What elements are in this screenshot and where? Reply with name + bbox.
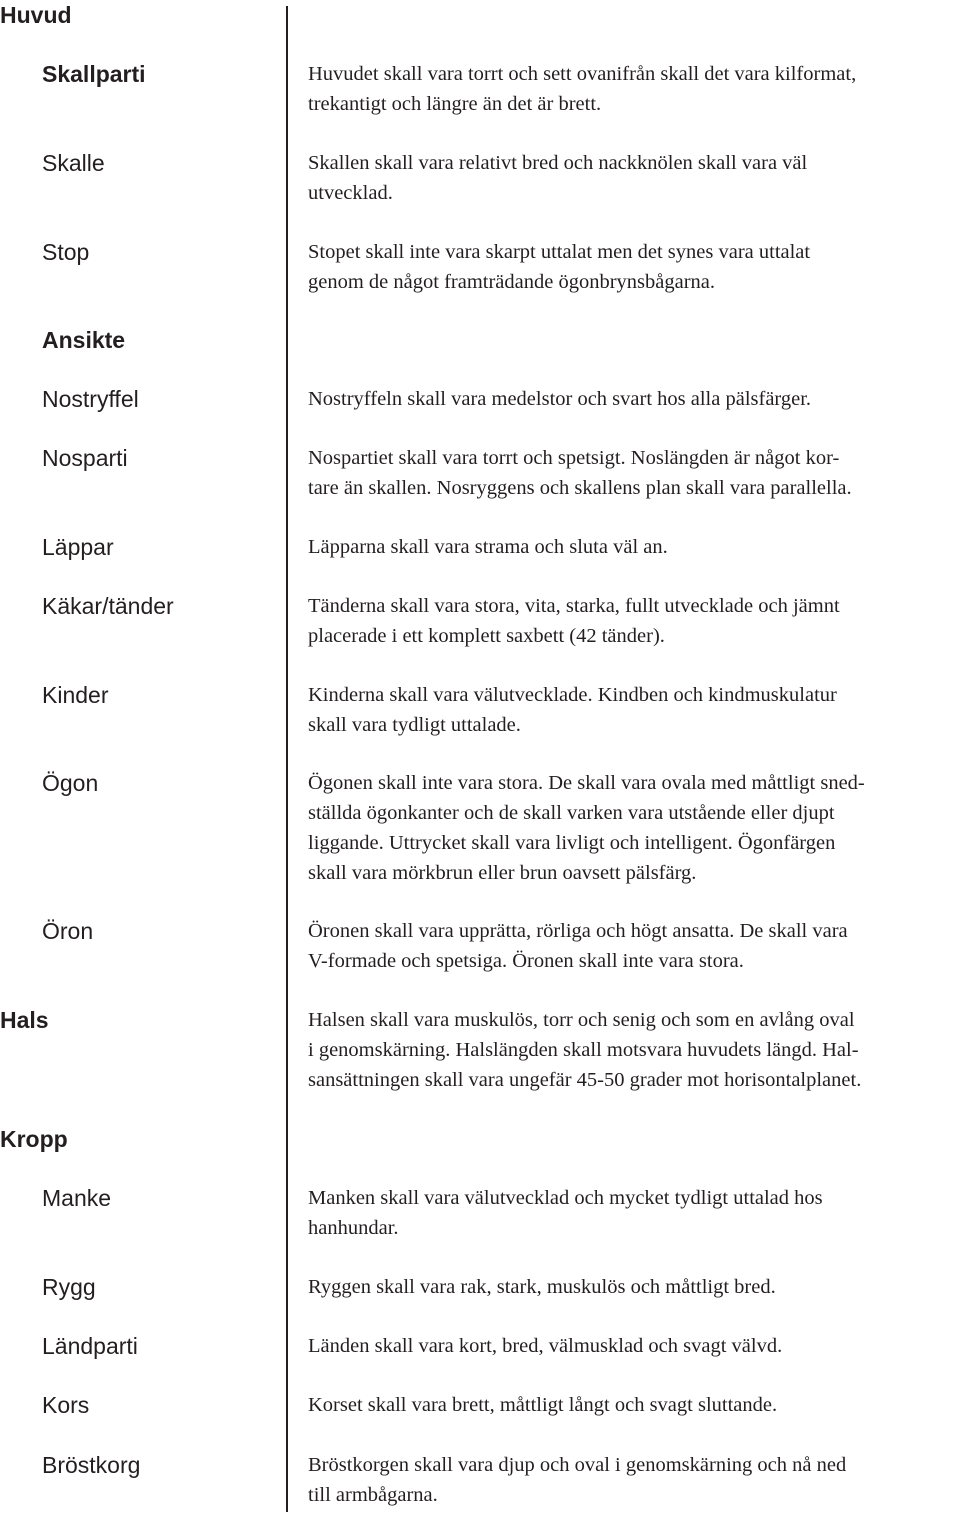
text-line: trekantigt och längre än det är brett.	[308, 93, 602, 115]
row-description	[308, 916, 956, 976]
text-line: liggande. Uttrycket skall vara livligt och intelligent. Ögonfärgen	[308, 832, 836, 854]
text-line: skall vara tydligt uttalade.	[308, 714, 521, 736]
row-description	[308, 532, 956, 562]
text-line: Stopet skall inte vara skarpt uttalat men det synes vara uttalat	[308, 241, 811, 263]
row-description	[308, 1450, 956, 1510]
row-description	[308, 768, 956, 888]
row-description	[308, 384, 956, 414]
text-line: Länden skall vara kort, bred, välmusklad och svagt välvd.	[308, 1335, 783, 1357]
text-line: Korset skall vara brett, måttligt långt och svagt sluttande.	[308, 1394, 778, 1416]
row-label: Nostryffel	[42, 386, 139, 412]
text-line: Nospartiet skall vara torrt och spetsigt. Noslängden är något kor-	[308, 447, 840, 469]
row-label: Kors	[42, 1392, 90, 1418]
text-line: hanhundar.	[308, 1217, 399, 1239]
row-label: Läppar	[42, 534, 114, 560]
text-line: tare än skallen. Nosryggens och skallens plan skall vara parallella.	[308, 477, 852, 499]
row-label: Bröstkorg	[42, 1452, 141, 1478]
text-line: Nostryffeln skall vara medelstor och svart hos alla pälsfärger.	[308, 388, 812, 410]
column-divider	[286, 6, 288, 1512]
row-description	[308, 1331, 956, 1361]
text-line: placerade i ett komplett saxbett (42 tänder).	[308, 625, 665, 647]
row-label: Manke	[42, 1185, 112, 1211]
text-line: Halsen skall vara muskulös, torr och senig och som en avlång oval	[308, 1009, 855, 1031]
row-label: Rygg	[42, 1274, 96, 1300]
text-line: Ögonen skall inte vara stora. De skall vara ovala med måttligt sned-	[308, 772, 865, 794]
text-line: genom de något framträdande ögonbrynsbågarna.	[308, 271, 716, 293]
section-heading: Kropp	[0, 1126, 68, 1152]
text-line: ställda ögonkanter och de skall varken vara utstående eller djupt	[308, 802, 835, 824]
row-label: Skalle	[42, 150, 105, 176]
row-label: Käkar/tänder	[42, 593, 174, 619]
row-description	[308, 59, 956, 119]
text-line: Skallen skall vara relativt bred och nackknölen skall vara väl	[308, 152, 808, 174]
text-line: Huvudet skall vara torrt och sett ovanifrån skall det vara kilformat,	[308, 63, 857, 85]
text-line: Manken skall vara välutvecklad och mycket tydligt uttalad hos	[308, 1187, 823, 1209]
text-line: sansättningen skall vara ungefär 45-50 grader mot horisontalplanet.	[308, 1069, 862, 1091]
row-label: Öron	[42, 918, 94, 944]
row-label: Ländparti	[42, 1333, 138, 1359]
text-line: skall vara mörkbrun eller brun oavsett pälsfärg.	[308, 862, 697, 884]
row-description	[308, 1183, 956, 1243]
row-label: Stop	[42, 239, 90, 265]
row-description	[308, 1390, 956, 1420]
row-description	[308, 443, 956, 503]
row-description	[308, 237, 956, 297]
row-description	[308, 1272, 956, 1302]
row-label: Nosparti	[42, 445, 128, 471]
text-line: Läpparna skall vara strama och sluta väl an.	[308, 536, 668, 558]
row-label: Kinder	[42, 682, 109, 708]
text-line: utvecklad.	[308, 182, 393, 204]
text-line: V-formade och spetsiga. Öronen skall inte vara stora.	[308, 950, 744, 972]
row-label: Skallparti	[42, 61, 146, 87]
row-description	[308, 1005, 956, 1095]
section-heading: Huvud	[0, 2, 72, 28]
text-line: Tänderna skall vara stora, vita, starka, fullt utvecklade och jämnt	[308, 595, 840, 617]
row-description	[308, 591, 956, 651]
text-line: Ryggen skall vara rak, stark, muskulös och måttligt bred.	[308, 1276, 776, 1298]
row-label: Ögon	[42, 770, 99, 796]
row-description	[308, 148, 956, 208]
section-heading: Hals	[0, 1007, 49, 1033]
text-line: Öronen skall vara upprätta, rörliga och högt ansatta. De skall vara	[308, 920, 848, 942]
text-line: till armbågarna.	[308, 1484, 438, 1506]
subsection-heading: Ansikte	[42, 327, 126, 353]
text-line: Bröstkorgen skall vara djup och oval i genomskärning och nå ned	[308, 1454, 847, 1476]
text-line: Kinderna skall vara välutvecklade. Kindben och kindmuskulatur	[308, 684, 837, 706]
row-description	[308, 680, 956, 740]
text-line: i genomskärning. Halslängden skall motsvara huvudets längd. Hal-	[308, 1039, 859, 1061]
